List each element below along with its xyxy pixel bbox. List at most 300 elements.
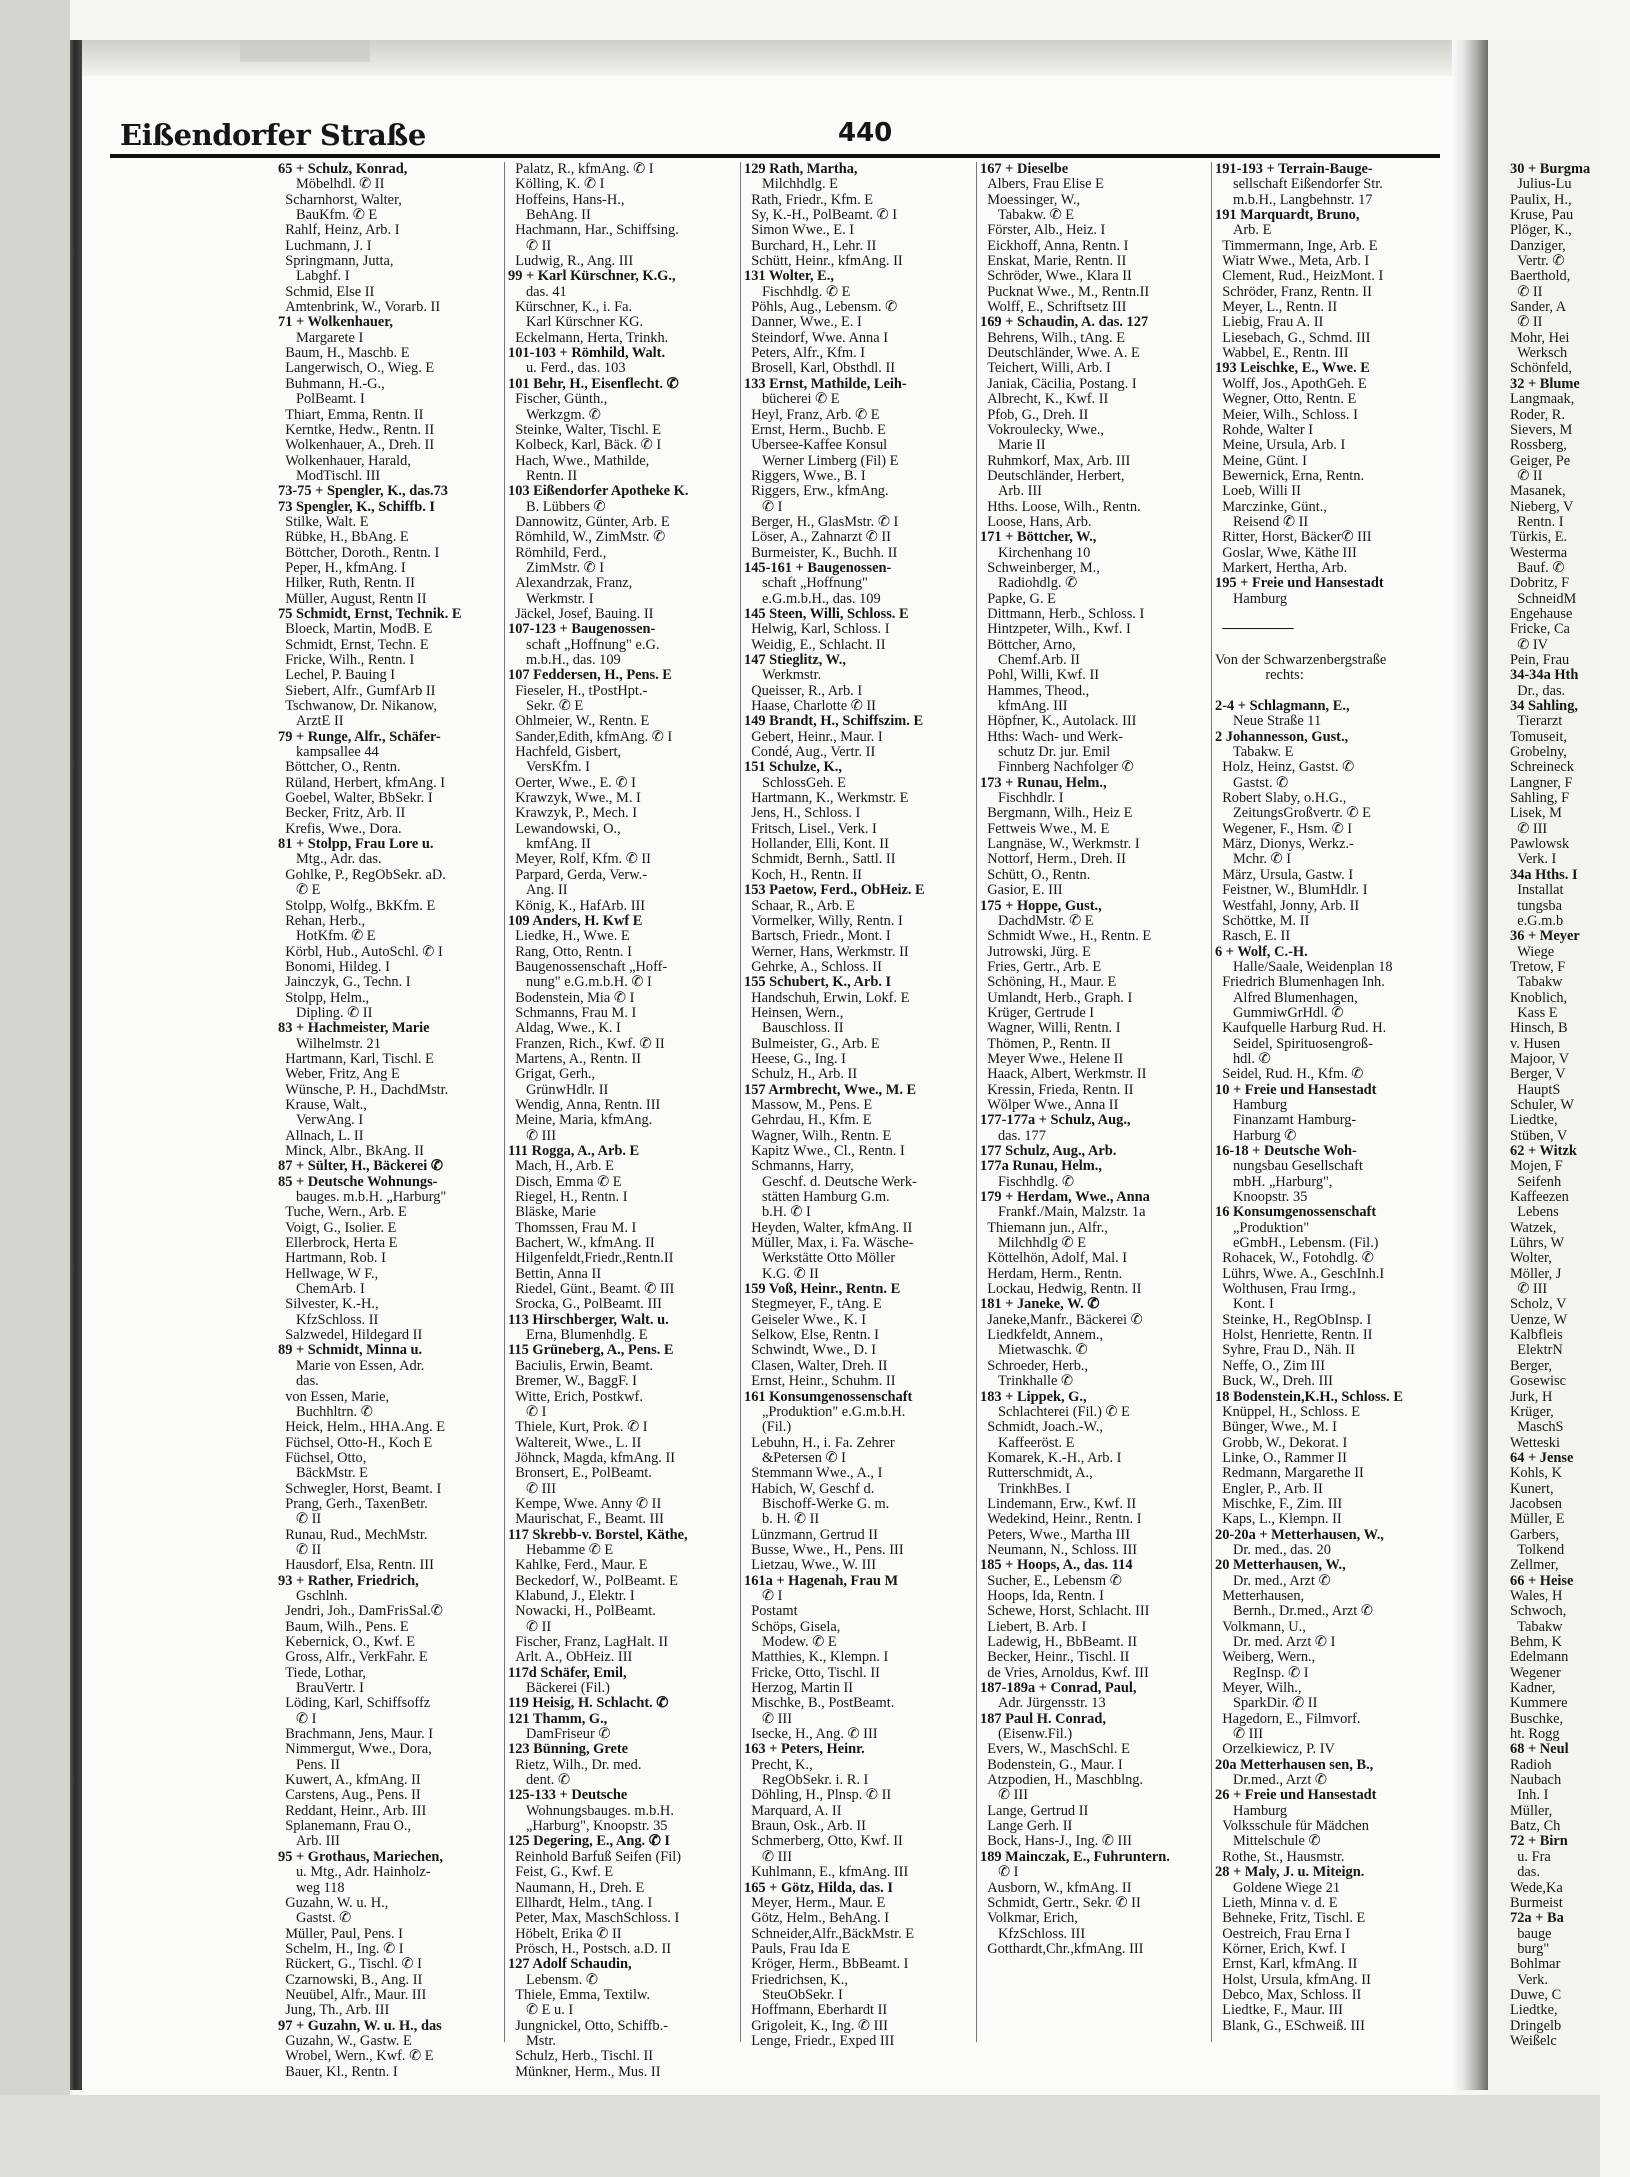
facing-page-entry-line: Plöger, K., [1510, 222, 1572, 239]
directory-entry-line: Kröger, Herm., BbBeamt. I [744, 1956, 909, 1973]
directory-entry-line: 97 + Guzahn, W. u. H., das [278, 2017, 442, 2034]
directory-entry-line: Wolff, E., Schriftsetz III [980, 299, 1127, 316]
directory-entry-line: Hachfeld, Gisbert, [508, 744, 622, 761]
directory-entry-line: März, Dionys, Werkz.- [1215, 836, 1354, 853]
facing-page-entry-line: Julius-Lu [1510, 176, 1572, 193]
directory-entry-line: Mach, H., Arb. E [508, 1158, 614, 1175]
directory-column-5 [1215, 162, 1443, 2052]
directory-entry-line: Rath, Friedr., Kfm. E [744, 191, 874, 208]
facing-page-entry-line: Mohr, Hei [1510, 329, 1570, 346]
facing-page-entry-line: Müller, E [1510, 1511, 1565, 1528]
directory-entry-line: Guzahn, W. u. H., [278, 1894, 389, 1911]
facing-page-entry-line: Duwe, C [1510, 1986, 1562, 2003]
directory-entry-line: BäckMstr. E [278, 1465, 368, 1482]
facing-page-entry-line: Westerma [1510, 544, 1568, 561]
directory-entry-line: Steinke, Walter, Tischl. E [508, 421, 662, 438]
facing-page-entry-line: Tabakw [1510, 974, 1563, 991]
directory-entry-line: 155 Schubert, K., Arb. I [744, 974, 892, 991]
directory-entry-line: dent. ✆ [508, 1772, 571, 1789]
directory-entry-line: 193 Leischke, E., Wwe. E [1215, 360, 1370, 377]
directory-entry-line: 145 Steen, Willi, Schloss. E [744, 605, 909, 622]
directory-entry-line: Wegner, Otto, Rentn. E [1215, 391, 1357, 408]
facing-page-entry-line: Zellmer, [1510, 1557, 1559, 1574]
facing-page-entry-line: Tretow, F [1510, 958, 1566, 975]
directory-entry-line: Burchard, H., Lehr. II [744, 237, 877, 254]
directory-entry-line: Friedrich Blumenhagen Inh. [1215, 974, 1385, 991]
directory-entry-line: nung" e.G.m.b.H. ✆ I [508, 974, 652, 991]
directory-entry-line: Hartmann, Rob. I [278, 1250, 386, 1267]
facing-page-entry-line: Knoblich, [1510, 989, 1568, 1006]
directory-entry-line: schaft „Hoffnung" [744, 575, 868, 592]
directory-entry-line [1215, 638, 1443, 653]
directory-entry-line: Tabakw. ✆ E [980, 207, 1075, 224]
facing-page-entry-line: Pein, Frau [1510, 652, 1570, 668]
directory-entry-line: Schmid, Else II [278, 283, 375, 300]
directory-entry-line: Disch, Emma ✆ E [508, 1173, 622, 1190]
directory-entry-line: Hebamme ✆ E [508, 1541, 614, 1558]
directory-entry-line: ✆ E u. I [508, 2002, 574, 2019]
directory-entry-line: Müller, Paul, Pens. I [278, 1925, 403, 1942]
directory-entry-line: Döhling, H., Plnsp. ✆ II [744, 1787, 892, 1804]
directory-entry-line: Janiak, Cäcilia, Postang. I [980, 375, 1137, 392]
directory-entry-line: Buchhltrn. ✆ [278, 1403, 373, 1420]
facing-page-entry-line: Radioh [1510, 1756, 1552, 1773]
directory-entry-line: Baum, H., Maschb. E [278, 345, 410, 362]
directory-entry-line: 2-4 + Schlagmann, E., [1215, 698, 1350, 715]
directory-entry-line: 107 Feddersen, H., Pens. E [508, 667, 672, 684]
directory-entry-line: 123 Bünning, Grete [508, 1741, 629, 1758]
directory-entry-line: Bronsert, E., PolBeamt. [508, 1465, 652, 1482]
directory-entry-line: 65 + Schulz, Konrad, [278, 161, 408, 177]
directory-entry-line: Orzelkiewicz, P. IV [1215, 1741, 1335, 1758]
directory-entry-line: Steinke, H., RegObInsp. I [1215, 1311, 1372, 1328]
directory-entry-line: Milchhdlg ✆ E [980, 1235, 1086, 1252]
directory-entry-line: Koch, H., Rentn. II [744, 866, 862, 883]
directory-entry-line: Fischer, Franz, LagHalt. II [508, 1634, 669, 1650]
facing-page-entry-line: Lisek, M [1510, 805, 1562, 822]
directory-entry-line: Krefis, Wwe., Dora. [278, 820, 402, 837]
directory-entry-line: Hintzpeter, Wilh., Kwf. I [980, 621, 1131, 638]
directory-entry-line: von Essen, Marie, [278, 1388, 390, 1405]
directory-entry-line: Baugenossenschaft „Hoff- [508, 958, 668, 975]
directory-entry-line: Knoopstr. 35 [1215, 1189, 1308, 1206]
directory-entry-line: Jendri, Joh., DamFrisSal.✆ [278, 1603, 443, 1620]
facing-page-entry-line: 34 Sahling, [1510, 698, 1578, 715]
directory-entry-line: Peters, Wwe., Martha III [980, 1526, 1130, 1543]
directory-entry-line: Meine, Günt. I [1215, 452, 1307, 469]
directory-entry-line: e.G.m.b.H., das. 109 [744, 590, 881, 607]
directory-entry-line: Queisser, R., Arb. I [744, 682, 863, 699]
directory-entry-line: Ernst, Karl, kfmAng. II [1215, 1956, 1358, 1973]
directory-entry-line: Mtg., Adr. das. [278, 851, 382, 868]
directory-entry-line: Lieth, Minna v. d. E [1215, 1894, 1338, 1911]
facing-page-entry-line: Türkis, E. [1510, 529, 1568, 546]
directory-entry-line: RegObSekr. i. R. I [744, 1772, 869, 1789]
directory-entry-line: Krawzyk, Wwe., M. I [508, 790, 641, 807]
directory-entry-line: Brachmann, Jens, Maur. I [278, 1726, 434, 1743]
directory-entry-line: Pens. II [278, 1756, 340, 1773]
directory-entry-line: ✆ I [744, 1587, 783, 1604]
directory-entry-line: Baum, Wilh., Pens. E [278, 1618, 409, 1635]
facing-page-entry-line: Kalbfleis [1510, 1327, 1563, 1344]
directory-entry-line: Waltereit, Wwe., L. II [508, 1434, 642, 1451]
directory-entry-line: VerwAng. I [278, 1112, 364, 1129]
directory-entry-line: Möbelhdl. ✆ II [278, 176, 385, 193]
facing-page-entry-line: ✆ III [1510, 820, 1548, 837]
directory-entry-line: Meine, Ursula, Arb. I [1215, 437, 1346, 454]
directory-entry-line: Schöps, Gisela, [744, 1618, 841, 1635]
book-spine-edge [70, 40, 82, 2090]
directory-entry-line: 179 + Herdam, Wwe., Anna [980, 1189, 1150, 1206]
directory-entry-line: Siebert, Alfr., GumfArb II [278, 682, 436, 699]
book-gutter [1452, 40, 1488, 2090]
directory-entry-line: Hartmann, K., Werkmstr. E [744, 790, 909, 807]
directory-entry-line: Krause, Walt., [278, 1096, 367, 1113]
directory-entry-line: GrünwHdlr. II [508, 1081, 609, 1098]
facing-page-entry-line: Schwoch, [1510, 1603, 1567, 1620]
directory-entry-line: Fritsch, Lisel., Verk. I [744, 820, 877, 837]
directory-entry-line: Finanzamt Hamburg- [1215, 1112, 1357, 1129]
directory-entry-line: RegInsp. ✆ I [1215, 1664, 1309, 1681]
directory-entry-line: Schulz, Herb., Tischl. II [508, 2048, 654, 2065]
directory-entry-line: Schwindt, Wwe., D. I [744, 1342, 877, 1359]
directory-entry-line: Marczinke, Günt., [1215, 498, 1327, 515]
directory-entry-line: 125-133 + Deutsche [508, 1787, 628, 1804]
directory-entry-line: HotKfm. ✆ E [278, 928, 376, 945]
directory-entry-line: Dr. med., das. 20 [1215, 1541, 1331, 1558]
directory-entry-line: Arb. III [980, 483, 1042, 500]
directory-entry-line: Wolff, Jos., ApothGeh. E [1215, 375, 1367, 392]
directory-entry-line: 101 Behr, H., Eisenflecht. ✆ [508, 375, 679, 392]
directory-entry-line: Meyer, Herm., Maur. E [744, 1894, 886, 1911]
directory-entry-line: Minck, Albr., BkAng. II [278, 1143, 424, 1159]
directory-entry-line: Kirchenhang 10 [980, 544, 1091, 561]
directory-entry-line: Westfahl, Jonny, Arb. II [1215, 897, 1360, 914]
directory-entry-line: Werkmstr. [744, 667, 822, 684]
directory-entry-line: 115 Grüneberg, A., Pens. E [508, 1342, 674, 1359]
directory-entry-line: Riggers, Wwe., B. I [744, 467, 866, 484]
directory-entry-line: Peters, Alfr., Kfm. I [744, 345, 866, 362]
directory-entry-line: Papke, G. E [980, 590, 1056, 607]
facing-page-entry-line: Pawlowsk [1510, 836, 1570, 853]
directory-entry-line: Precht, K., [744, 1756, 813, 1773]
directory-entry-line: Rüland, Herbert, kfmAng. I [278, 774, 446, 791]
directory-entry-line: Becker, Heinr., Tischl. II [980, 1649, 1130, 1666]
directory-entry-line: ✆ II [508, 237, 552, 254]
directory-entry-line: 101-103 + Römhild, Walt. [508, 345, 666, 362]
directory-entry-line: Pfob, G., Dreh. II [980, 406, 1089, 423]
directory-entry-line: Römhild, Ferd., [508, 544, 607, 561]
facing-page-column [1510, 162, 1630, 2049]
facing-page-entry-line: SchneidM [1510, 590, 1577, 607]
facing-page-entry-line: 34-34a Hth [1510, 667, 1579, 684]
directory-entry-line: Reisend ✆ II [1215, 513, 1309, 530]
directory-entry-line: Bäckerei (Fil.) [508, 1680, 610, 1697]
margin-smudge [240, 40, 370, 62]
directory-entry-line: 177 Schulz, Aug., Arb. [980, 1143, 1117, 1159]
directory-entry-line: Fricke, Otto, Tischl. II [744, 1664, 880, 1681]
directory-entry-line: Von der Schwarzenbergstraße [1215, 652, 1387, 668]
directory-entry-line: Bodenstein, G., Maur. I [980, 1756, 1123, 1773]
directory-entry-line: Löser, A., Zahnarzt ✆ II [744, 529, 891, 546]
directory-entry-line: Franzen, Rich., Kwf. ✆ II [508, 1035, 665, 1052]
directory-entry-line: 177a Runau, Helm., [980, 1158, 1102, 1175]
directory-entry-line: bauges. m.b.H. „Harburg" [278, 1189, 447, 1206]
directory-entry-line: 161 Konsumgenossenschaft [744, 1388, 913, 1405]
facing-page-entry-line: Jurk, H [1510, 1388, 1553, 1405]
directory-entry-line: VersKfm. I [508, 759, 590, 776]
directory-entry-line: 73 Spengler, K., Schiffb. I [278, 498, 435, 515]
directory-entry-line: Liedke, H., Wwe. E [508, 928, 630, 945]
directory-entry-line: „Produktion" e.G.m.b.H. [744, 1403, 906, 1420]
directory-entry-line: Schulz, H., Arb. II [744, 1066, 858, 1083]
directory-entry-line: Albers, Frau Elise E [980, 176, 1104, 193]
directory-entry-line: Böttcher, Arno, [980, 636, 1076, 653]
directory-entry-line: 159 Voß, Heinr., Rentn. E [744, 1281, 901, 1298]
directory-entry-line: Loeb, Willi II [1215, 483, 1301, 500]
directory-entry-line: Schroeder, Herb., [980, 1357, 1089, 1374]
directory-entry-line: Schlachterei (Fil.) ✆ E [980, 1403, 1130, 1420]
directory-entry-line: Mischke, B., PostBeamt. [744, 1695, 895, 1712]
directory-entry-line: Erna, Blumenhdlg. E [508, 1327, 648, 1344]
directory-entry-line: Habich, W, Geschf d. [744, 1480, 875, 1497]
directory-entry-line: Kapitz Wwe., Cl., Rentn. I [744, 1143, 905, 1159]
directory-entry-line: Matthies, K., Klempn. I [744, 1649, 889, 1666]
directory-entry-line: mbH. „Harburg", [1215, 1173, 1333, 1190]
facing-page-entry-line: Berger, V [1510, 1066, 1566, 1083]
facing-page-entry-line: Roder, R. [1510, 406, 1565, 423]
directory-entry-line: Dipling. ✆ II [278, 1004, 373, 1021]
facing-page-entry-line: Mojen, F [1510, 1158, 1563, 1175]
directory-entry-line: Pucknat Wwe., M., Rentn.II [980, 283, 1150, 300]
directory-entry-line: Heyden, Walter, kfmAng. II [744, 1219, 913, 1236]
directory-entry-line: ✆ III [744, 1848, 793, 1865]
facing-page-entry-line: 34a Hths. I [1510, 866, 1578, 883]
directory-entry-line: m.b.H., das. 109 [508, 652, 621, 668]
directory-entry-line: 171 + Böttcher, W., [980, 529, 1097, 546]
facing-page-entry-line: Möller, J [1510, 1265, 1562, 1282]
directory-entry-line: Schmidt, Gertr., Sekr. ✆ II [980, 1894, 1141, 1911]
directory-entry-line: Massow, M., Pens. E [744, 1096, 873, 1113]
directory-entry-line: Langnäse, W., Werkmstr. I [980, 836, 1140, 853]
directory-entry-line [1215, 607, 1443, 622]
directory-entry-line: Blank, G., ESchweiß. III [1215, 2017, 1365, 2034]
directory-entry-line: Fischhdlr. I [980, 790, 1064, 807]
directory-entry-line: Goebel, Walter, BbSekr. I [278, 790, 433, 807]
directory-entry-line: 161a + Hagenah, Frau M [744, 1572, 899, 1589]
directory-entry-line: 95 + Grothaus, Mariechen, [278, 1848, 444, 1865]
directory-entry-line: 20 Metterhausen, W., [1215, 1557, 1346, 1574]
directory-entry-line: Stolpp, Helm., [278, 989, 370, 1006]
directory-entry-line: Karl Kürschner KG. [508, 314, 644, 331]
directory-entry-line: Köttelhön, Adolf, Mal. I [980, 1250, 1128, 1267]
directory-entry-line: Busse, Wwe., H., Pens. III [744, 1541, 904, 1558]
directory-entry-line: Holst, Henriette, Rentn. II [1215, 1327, 1373, 1344]
directory-entry-line: Jutrowski, Jürg. E [980, 943, 1091, 960]
directory-entry-line: Kempe, Wwe. Anny ✆ II [508, 1495, 662, 1512]
facing-page-entry-line: Wales, H [1510, 1587, 1563, 1604]
directory-entry-line: Rahlf, Heinz, Arb. I [278, 222, 400, 239]
directory-entry-line: Bachert, W., kfmAng. II [508, 1235, 655, 1252]
directory-entry-line: Tuche, Wern., Arb. E [278, 1204, 407, 1221]
directory-entry-line: Bauer, Kl., Rentn. I [278, 2063, 398, 2080]
directory-entry-line: Lebensm. ✆ [508, 1971, 598, 1988]
directory-entry-line: Arb. E [1215, 222, 1272, 239]
directory-entry-line: Thiemann jun., Alfr., [980, 1219, 1108, 1236]
directory-entry-line: Gastst. ✆ [1215, 774, 1289, 791]
directory-entry-line: Krawzyk, P., Mech. I [508, 805, 638, 822]
directory-entry-line: Redmann, Margarethe II [1215, 1465, 1364, 1482]
directory-entry-line: ─────── [1215, 621, 1294, 638]
directory-entry-line: Hamburg [1215, 590, 1288, 607]
directory-entry-line: Gehrke, A., Schloss. II [744, 958, 882, 975]
directory-entry-line: Prang, Gerh., TaxenBetr. [278, 1495, 428, 1512]
directory-entry-line: de Vries, Arnoldus, Kwf. III [980, 1664, 1149, 1681]
directory-entry-line: Herzog, Martin II [744, 1680, 854, 1697]
directory-entry-line: Schelm, H., Ing. ✆ I [278, 1940, 404, 1957]
street-name-heading: Eißendorfer Straße [120, 118, 426, 152]
facing-page-entry-line: MaschS [1510, 1419, 1564, 1436]
directory-entry-line: Marie von Essen, Adr. [278, 1357, 425, 1374]
directory-entry-line: 99 + Karl Kürschner, K.G., [508, 268, 676, 285]
directory-entry-line: Hammes, Theod., [980, 682, 1090, 699]
directory-entry-line: 20-20a + Metterhausen, W., [1215, 1526, 1384, 1543]
directory-entry-line: Schröder, Franz, Rentn. II [1215, 283, 1372, 300]
directory-entry-line: TrinkhBes. I [980, 1480, 1071, 1497]
facing-page-entry-line: Jacobsen [1510, 1495, 1562, 1512]
directory-entry-line: „Harburg", Knoopstr. 35 [508, 1818, 668, 1835]
directory-entry-line: ✆ III [980, 1787, 1029, 1804]
facing-page-entry-line: Schreineck [1510, 759, 1574, 776]
directory-entry-line: Seidel, Spirituosengroß- [1215, 1035, 1373, 1052]
directory-entry-line: Selkow, Else, Rentn. I [744, 1327, 879, 1344]
directory-entry-line: 26 + Freie und Hansestadt [1215, 1787, 1377, 1804]
directory-entry-line: Bonomi, Hildeg. I [278, 958, 390, 975]
facing-page-entry-line: Uenze, W [1510, 1311, 1568, 1328]
directory-entry-line: Albrecht, K., Kwf. II [980, 391, 1109, 408]
directory-entry-line: Wolkenhauer, Harald, [278, 452, 411, 469]
directory-entry-line: Scharnhorst, Walter, [278, 191, 402, 208]
directory-entry-line: nungsbau Gesellschaft [1215, 1158, 1363, 1175]
facing-page-entry-line: Danziger, [1510, 237, 1566, 254]
directory-entry-line: Hach, Wwe., Mathilde, [508, 452, 650, 469]
directory-entry-line: Werkmstr. I [508, 590, 594, 607]
directory-entry-line: Schöning, H., Maur. E [980, 974, 1117, 991]
facing-page-entry-line: tungsba [1510, 897, 1562, 914]
directory-entry-line: Schütt, Heinr., kfmAng. II [744, 253, 903, 270]
directory-entry-line: Friedrichsen, K., [744, 1971, 848, 1988]
directory-entry-line: Fischhdlg. ✆ [980, 1173, 1075, 1190]
directory-entry-line: Klabund, J., Elektr. I [508, 1587, 635, 1604]
facing-page-entry-line: Nieberg, V [1510, 498, 1574, 515]
directory-entry-line: Frankf./Main, Malzstr. 1a [980, 1204, 1146, 1221]
directory-entry-line: Marquard, A. II [744, 1802, 842, 1819]
directory-entry-line: Ellhardt, Helm., tAng. I [508, 1894, 653, 1911]
column-divider [1211, 162, 1212, 2042]
directory-entry-line: Gebert, Heinr., Maur. I [744, 728, 883, 745]
facing-page-entry-line: Majoor, V [1510, 1050, 1570, 1067]
directory-entry-line: Meyer, L., Rentn. II [1215, 299, 1338, 316]
directory-entry-line: schaft „Hoffnung" e.G. [508, 636, 660, 653]
facing-page-entry-line: 64 + Jense [1510, 1449, 1574, 1466]
directory-entry-line: Beckedorf, W., PolBeamt. E [508, 1572, 678, 1589]
directory-entry-line: Hoffeins, Hans-H., [508, 191, 625, 208]
facing-page-entry-line: Burmeist [1510, 1894, 1563, 1911]
directory-entry-line: Deutschländer, Wwe. A. E [980, 345, 1140, 362]
directory-entry-line: KfzSchloss. II [278, 1311, 379, 1328]
directory-entry-line: GummiwGrHdl. ✆ [1215, 1004, 1344, 1021]
directory-entry-line: Ausborn, W., kfmAng. II [980, 1879, 1132, 1896]
directory-entry-line: ✆ I [744, 498, 783, 515]
directory-entry-line: Fieseler, H., tPostHpt.- [508, 682, 648, 699]
directory-entry-line: Schöttke, M. II [1215, 912, 1310, 929]
page-number: 440 [838, 118, 893, 148]
directory-entry-line: Ritter, Horst, Bäcker✆ III [1215, 529, 1372, 546]
facing-page-entry-line: u. Fra [1510, 1848, 1551, 1865]
directory-entry-line: Bewernick, Erna, Rentn. [1215, 467, 1365, 484]
directory-entry-line: Krüger, Gertrude I [980, 1004, 1095, 1021]
facing-page-entry-line: Sander, A [1510, 299, 1567, 316]
directory-entry-line: ✆ E [278, 882, 321, 899]
facing-page-entry-line: Lührs, W [1510, 1235, 1565, 1252]
directory-entry-line: Ladewig, H., BbBeamt. II [980, 1634, 1138, 1650]
directory-entry-line: Seidel, Rud. H., Kfm. ✆ [1215, 1066, 1364, 1083]
directory-entry-line: Schwegler, Horst, Beamt. I [278, 1480, 442, 1497]
directory-entry-line: Hellwage, W F., [278, 1265, 379, 1282]
directory-entry-line: &Petersen ✆ I [744, 1449, 846, 1466]
directory-entry-line: ✆ II [278, 1541, 322, 1558]
directory-entry-line: Werner, Hans, Werkmstr. II [744, 943, 909, 960]
directory-entry-line: Schmidt Wwe., H., Rentn. E [980, 928, 1152, 945]
directory-entry-line: 2 Johannesson, Gust., [1215, 728, 1349, 745]
directory-entry-line: Haase, Charlotte ✆ II [744, 698, 876, 715]
directory-entry-line: Schmanns, Harry, [744, 1158, 854, 1175]
facing-page-entry-line: Wolter, [1510, 1250, 1552, 1267]
directory-entry-line: Gehrdau, H., Kfm. E [744, 1112, 872, 1129]
directory-entry-line: ChemArb. I [278, 1281, 365, 1298]
directory-entry-line: Tiede, Lothar, [278, 1664, 367, 1681]
directory-entry-line: Runau, Rud., MechMstr. [278, 1526, 428, 1543]
directory-entry-line: m.b.H., Langbehnstr. 17 [1215, 191, 1373, 208]
directory-entry-line: Herdam, Herm., Rentn. [980, 1265, 1123, 1282]
facing-page-entry-line: Seifenh [1510, 1173, 1562, 1190]
directory-entry-line: 133 Ernst, Mathilde, Leih- [744, 375, 907, 392]
directory-entry-line: hdl. ✆ [1215, 1050, 1271, 1067]
directory-entry-line: Schmerberg, Otto, Kwf. II [744, 1833, 903, 1850]
facing-page-entry-line: Fricke, Ca [1510, 621, 1570, 638]
facing-page-entry-line: Kummere [1510, 1695, 1568, 1712]
directory-entry-line: Schneider,Alfr.,BäckMstr. E [744, 1925, 915, 1942]
header-rule [110, 154, 1440, 158]
directory-entry-line: Förster, Alb., Heiz. I [980, 222, 1106, 239]
directory-entry-line: Metterhausen, [1215, 1587, 1305, 1604]
directory-entry-line: Schmidt, Bernh., Sattl. II [744, 851, 896, 868]
directory-entry-line: Ohlmeier, W., Rentn. E [508, 713, 650, 730]
directory-entry-line: Löding, Karl, Schiffsoffz [278, 1695, 431, 1712]
directory-entry-line: Guzahn, W., Gastw. E [278, 2032, 412, 2049]
directory-entry-line: 177-177a + Schulz, Aug., [980, 1112, 1131, 1129]
page-header [110, 118, 1440, 152]
directory-entry-line: stätten Hamburg G.m. [744, 1189, 890, 1206]
directory-entry-line: Buck, W., Dreh. III [1215, 1373, 1333, 1390]
facing-page-entry-line: Wegener [1510, 1664, 1561, 1681]
directory-entry-line: Hths: Wach- und Werk- [980, 728, 1124, 745]
directory-entry-line: ZimMstr. ✆ I [508, 559, 605, 576]
directory-entry-line: Salzwedel, Hildegard II [278, 1327, 423, 1344]
column-divider [504, 162, 505, 2042]
directory-entry-line: Markert, Hertha, Arb. [1215, 559, 1348, 576]
directory-entry-line: Kürschner, K., i. Fa. [508, 299, 633, 316]
